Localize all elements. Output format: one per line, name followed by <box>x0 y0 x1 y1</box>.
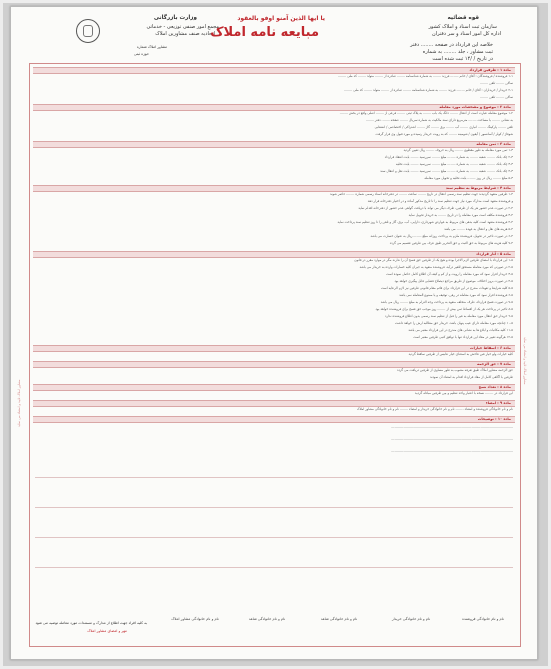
form-row: ۴-۵ در صورت بروز اختلاف، موضوع از طریق مراجع ذیصلاح قضایی قابل پیگیری خواهد بود <box>394 279 513 283</box>
form-row: ۲-۳ چک بانک ........ شعبه ........ به شماره ........ مبلغ ........ سررسید ........ بابت انعقاد قرارداد <box>384 155 513 159</box>
form-row: ساکن ........ تلفن ........ <box>480 81 513 85</box>
form-row: نام و نام خانوادگی فروشنده و امضاء ........ نام و نام خانوادگی خریدار و امضاء ........ نام و نام خانوادگی مشاور املاک <box>356 407 513 411</box>
form-row: ۴-۳ چک بانک ........ شعبه ........ به شماره ........ مبلغ ........ سررسید ........ بابت نقل و انتقال سند <box>380 169 513 173</box>
section-header: ماده ۹ : امضاء <box>33 400 515 407</box>
bismillah-verse: یا ایها الذین آمنو اوفو بالعقود <box>237 15 325 22</box>
signature-agent: نام و نام خانوادگی مشاور املاک <box>171 617 219 621</box>
section-header: ماده ۱ : طرفین قرارداد <box>33 67 515 74</box>
section-header: ماده ۷ : حق الزحمه <box>33 361 515 368</box>
summary-label: خلاصه این قرارداد در صفحه ........ دفتر <box>410 42 493 48</box>
form-row: ۲-۱ خریدار / خریداران : آقای / خانم ........ فرزند ........ به شماره شناسنامه ........ صادره از ........ متولد ........ کد ملی ........ <box>344 88 513 92</box>
section-header: ماده ۶ : اسقاط خیارات <box>33 345 515 352</box>
notes-line: ........................................................................................................................ <box>391 437 513 441</box>
form-row: ۸-۵ تاخیر در پرداخت هر یک از اقساط ثمن بیش از ........ روز موجب حق فسخ برای فروشنده خواهد بود <box>375 307 513 311</box>
notes-line: ........................................................................................................................ <box>391 425 513 429</box>
form-row: ۱-۴ طرفین متعهد گردیدند جهت تنظیم سند رسمی انتقال در تاریخ ........ ساعت ........ در دفترخانه اسناد رسمی شماره ........ حاضر شوند <box>329 192 513 196</box>
date-label: در تاریخ / /۱۴ ثبت شده است <box>432 56 493 62</box>
form-row: تلفن ........ پارکینگ ........ انباری ........ آب ........ برق ........ گاز ........ اشتراکی / اختصاصی / انشعابی <box>374 125 513 129</box>
signature-buyer: نام و نام خانوادگی خریدار <box>391 617 431 621</box>
page-title: مبایعه نامه املاک <box>210 25 319 40</box>
left-org-line-2: مجمع امور صنفی توزیعی - خدماتی <box>146 24 219 30</box>
contract-sheet <box>10 6 538 660</box>
form-row: ۱۲-۵ هرگونه تغییر در مفاد این قرارداد تنها با توافق کتبی طرفین معتبر است <box>413 335 513 339</box>
form-row: کلیه خیارات ولو خیار غبن فاحش به استثنای خیار تدلیس از طرفین ساقط گردید <box>408 352 513 356</box>
right-org-title: قوه قضائیه <box>447 15 479 21</box>
form-row: ۱-۱ فروشنده / فروشندگان : آقای / خانم ........ فرزند ........ به شماره شناسنامه ........ صادره از ........ متولد ........ کد ملی ........ <box>338 74 513 78</box>
section-header: ماده ۸ : تعداد نسخ <box>33 384 515 391</box>
form-row: به نشانی ........ با مساحت ........ مترمربع دارای سند مالکیت به شماره سریال ........ صفحه ........ دفتر ........ <box>365 118 513 122</box>
side-note-left: مشاور املاک تایید و امضاء می نماید <box>17 379 21 427</box>
footer-stamp-note: مهر و امضای مشاور املاک <box>87 629 127 633</box>
form-row: ۷-۵ در صورت فسخ قرارداد، طرف متخلف متعهد به پرداخت وجه التزام به مبلغ ........ ریال می باشد <box>380 300 513 304</box>
form-row: ۶-۴ در صورت تاخیر در تحویل، فروشنده ملزم به پرداخت روزانه مبلغ ........ ریال به عنوان خسارت می باشد <box>370 234 513 238</box>
register-label: ثبت مشاور ، جلد ........ به شماره <box>422 49 493 55</box>
signature-witness-2: نام و نام خانوادگی شاهد <box>248 617 286 621</box>
section-header: ماده ۳ : ثمن معامله <box>33 141 515 148</box>
right-org-line-3: اداره کل امور اسناد و سر دفتران <box>432 31 501 37</box>
side-note-right: مشاور املاک تایید و امضاء می نماید <box>523 337 527 385</box>
divider <box>35 567 513 568</box>
registry-area-label: حوزه ثبتی <box>133 52 149 56</box>
form-row: ۵-۳ مبلغ ........ ریال در روز ........ بابت تخلیه و تحویل مورد معامله <box>424 176 513 180</box>
section-header: ماده ۱۰ : توضیحات <box>33 416 515 423</box>
form-row: این قرارداد در ........ نسخه با اعتبار واحد تنظیم و بین طرفین مبادله گردید <box>414 391 513 395</box>
form-row: ۴-۴ فروشنده متعهد است کلیه بدهی های مربوط به عوارض شهرداری، دارایی، آب، برق، گاز و تلفن را تا روز تنظیم سند پرداخت نماید <box>337 220 513 224</box>
license-number-label: مشاور املاک شماره <box>136 45 167 49</box>
form-row: ۲-۵ در صورتی که مورد معامله مستحق للغیر درآید، فروشنده متعهد به جبران کلیه خسارات وارده به خریدار می باشد <box>359 265 513 269</box>
ministry-emblem-icon <box>76 19 100 43</box>
divider <box>35 507 513 508</box>
notes-line: ........................................................................................................................ <box>391 449 513 453</box>
section-header: ماده ۴ : شرایط مربوط به تنظیم سند <box>33 185 515 192</box>
section-header: ماده ۵ : آثار قرارداد <box>33 251 515 258</box>
left-org-line-3: اتحادیه صنف مشاورین املاک <box>155 31 215 37</box>
form-row: شوفاژ / کولر / آسانسور / آیفون / شومینه ........ که به رویت خریدار رسیده و مورد قبول وی قرار گرفت <box>375 132 513 136</box>
form-row: ۹-۵ خریدار حق انتقال مورد معامله به غیر را قبل از تنظیم سند رسمی بدون اطلاع فروشنده ندارد <box>385 314 513 318</box>
form-row: ۱۱-۵ کلیه مکاتبات و ابلاغ ها به نشانی های مندرج در این قرارداد معتبر می باشد <box>408 328 513 332</box>
form-row: ۷-۴ کلیه هزینه های مربوط به حق الثبت و حق التحریر طبق عرف بین طرفین تقسیم می گردد <box>389 241 513 245</box>
signature-witness-1: نام و نام خانوادگی شاهد <box>320 617 358 621</box>
form-row: ۳-۳ چک بانک ........ شعبه ........ به شماره ........ مبلغ ........ سررسید ........ بابت تخلیه <box>395 162 513 166</box>
form-row: حق الزحمه مشاور املاک طبق تعرفه مصوب به طور مساوی از طرفین دریافت می گردد <box>396 368 513 372</box>
form-row: ۳-۴ فروشنده مکلف است مورد معامله را در تاریخ ........ به خریدار تحویل نماید <box>408 213 513 217</box>
signature-seller: نام و نام خانوادگی فروشنده <box>462 617 504 621</box>
divider <box>35 477 513 478</box>
form-row: ۱۰-۵ چنانچه مورد معامله دارای عیب پنهان باشد، خریدار حق مطالبه ارش را خواهد داشت <box>394 321 513 325</box>
section-header: ماده ۲ : موضوع و مشخصات مورد معامله <box>33 104 515 111</box>
form-row: ۶-۵ فروشنده اقرار نمود که مورد معامله در رهن، توقیف و یا ممنوع المعامله نمی باشد <box>399 293 513 297</box>
form-row: ۱-۵ این قرارداد با امضای طرفین لازم الاجرا بوده و هیچ یک از طرفین حق فسخ آن را ندارند مگر در موارد مقرر در قانون <box>354 258 513 262</box>
form-row: ۱-۳ ثمن مورد معامله به طور مقطوع ........ ریال به حروف ........ ریال تعیین گردید <box>403 148 513 152</box>
left-org-title: وزارت بازرگانی <box>153 15 197 21</box>
right-org-line-2: سازمان ثبت اسناد و املاک کشور <box>428 24 497 30</box>
form-row: ۵-۵ کلیه شرایط و تعهدات مندرج در این قرارداد برای قائم مقام قانونی طرفین نیز لازم الرعایه است <box>380 286 513 290</box>
form-row: ۵-۴ هزینه های نقل و انتقال به عهده ........ می باشد <box>444 227 513 231</box>
form-row: طرفین با آگاهی کامل از مفاد قرارداد اقدام به امضاء آن نمودند <box>429 375 513 379</box>
divider <box>35 537 513 538</box>
form-row: ۳-۵ خریدار اقرار نمود که مورد معامله را رویت و از کم و کیف آن اطلاع کامل حاصل نموده است <box>386 272 513 276</box>
form-row: ساکن ........ تلفن ........ <box>480 95 513 99</box>
footer-note: به کلیه افراد جهت اطلاع از مدارک و مستندات مورد معامله توصیه می شود <box>35 621 147 625</box>
form-row: ۲-۴ در صورت عدم حضور هر یک از طرفین، طرف دیگر می تواند با دریافت گواهی عدم حضور از دفترخانه اقدام نماید <box>358 206 513 210</box>
form-row: و فروشنده متعهد است مدارک مورد نیاز جهت تنظیم سند را تا تاریخ مذکور آماده و در اختیار دفترخانه قرار دهد <box>367 199 513 203</box>
form-row: ۱-۲ موضوع معامله عبارت است از انتقال ........ دانگ یک باب ........ به پلاک ثبتی ........ فرعی از ........ اصلی واقع در بخش ........ <box>339 111 513 115</box>
